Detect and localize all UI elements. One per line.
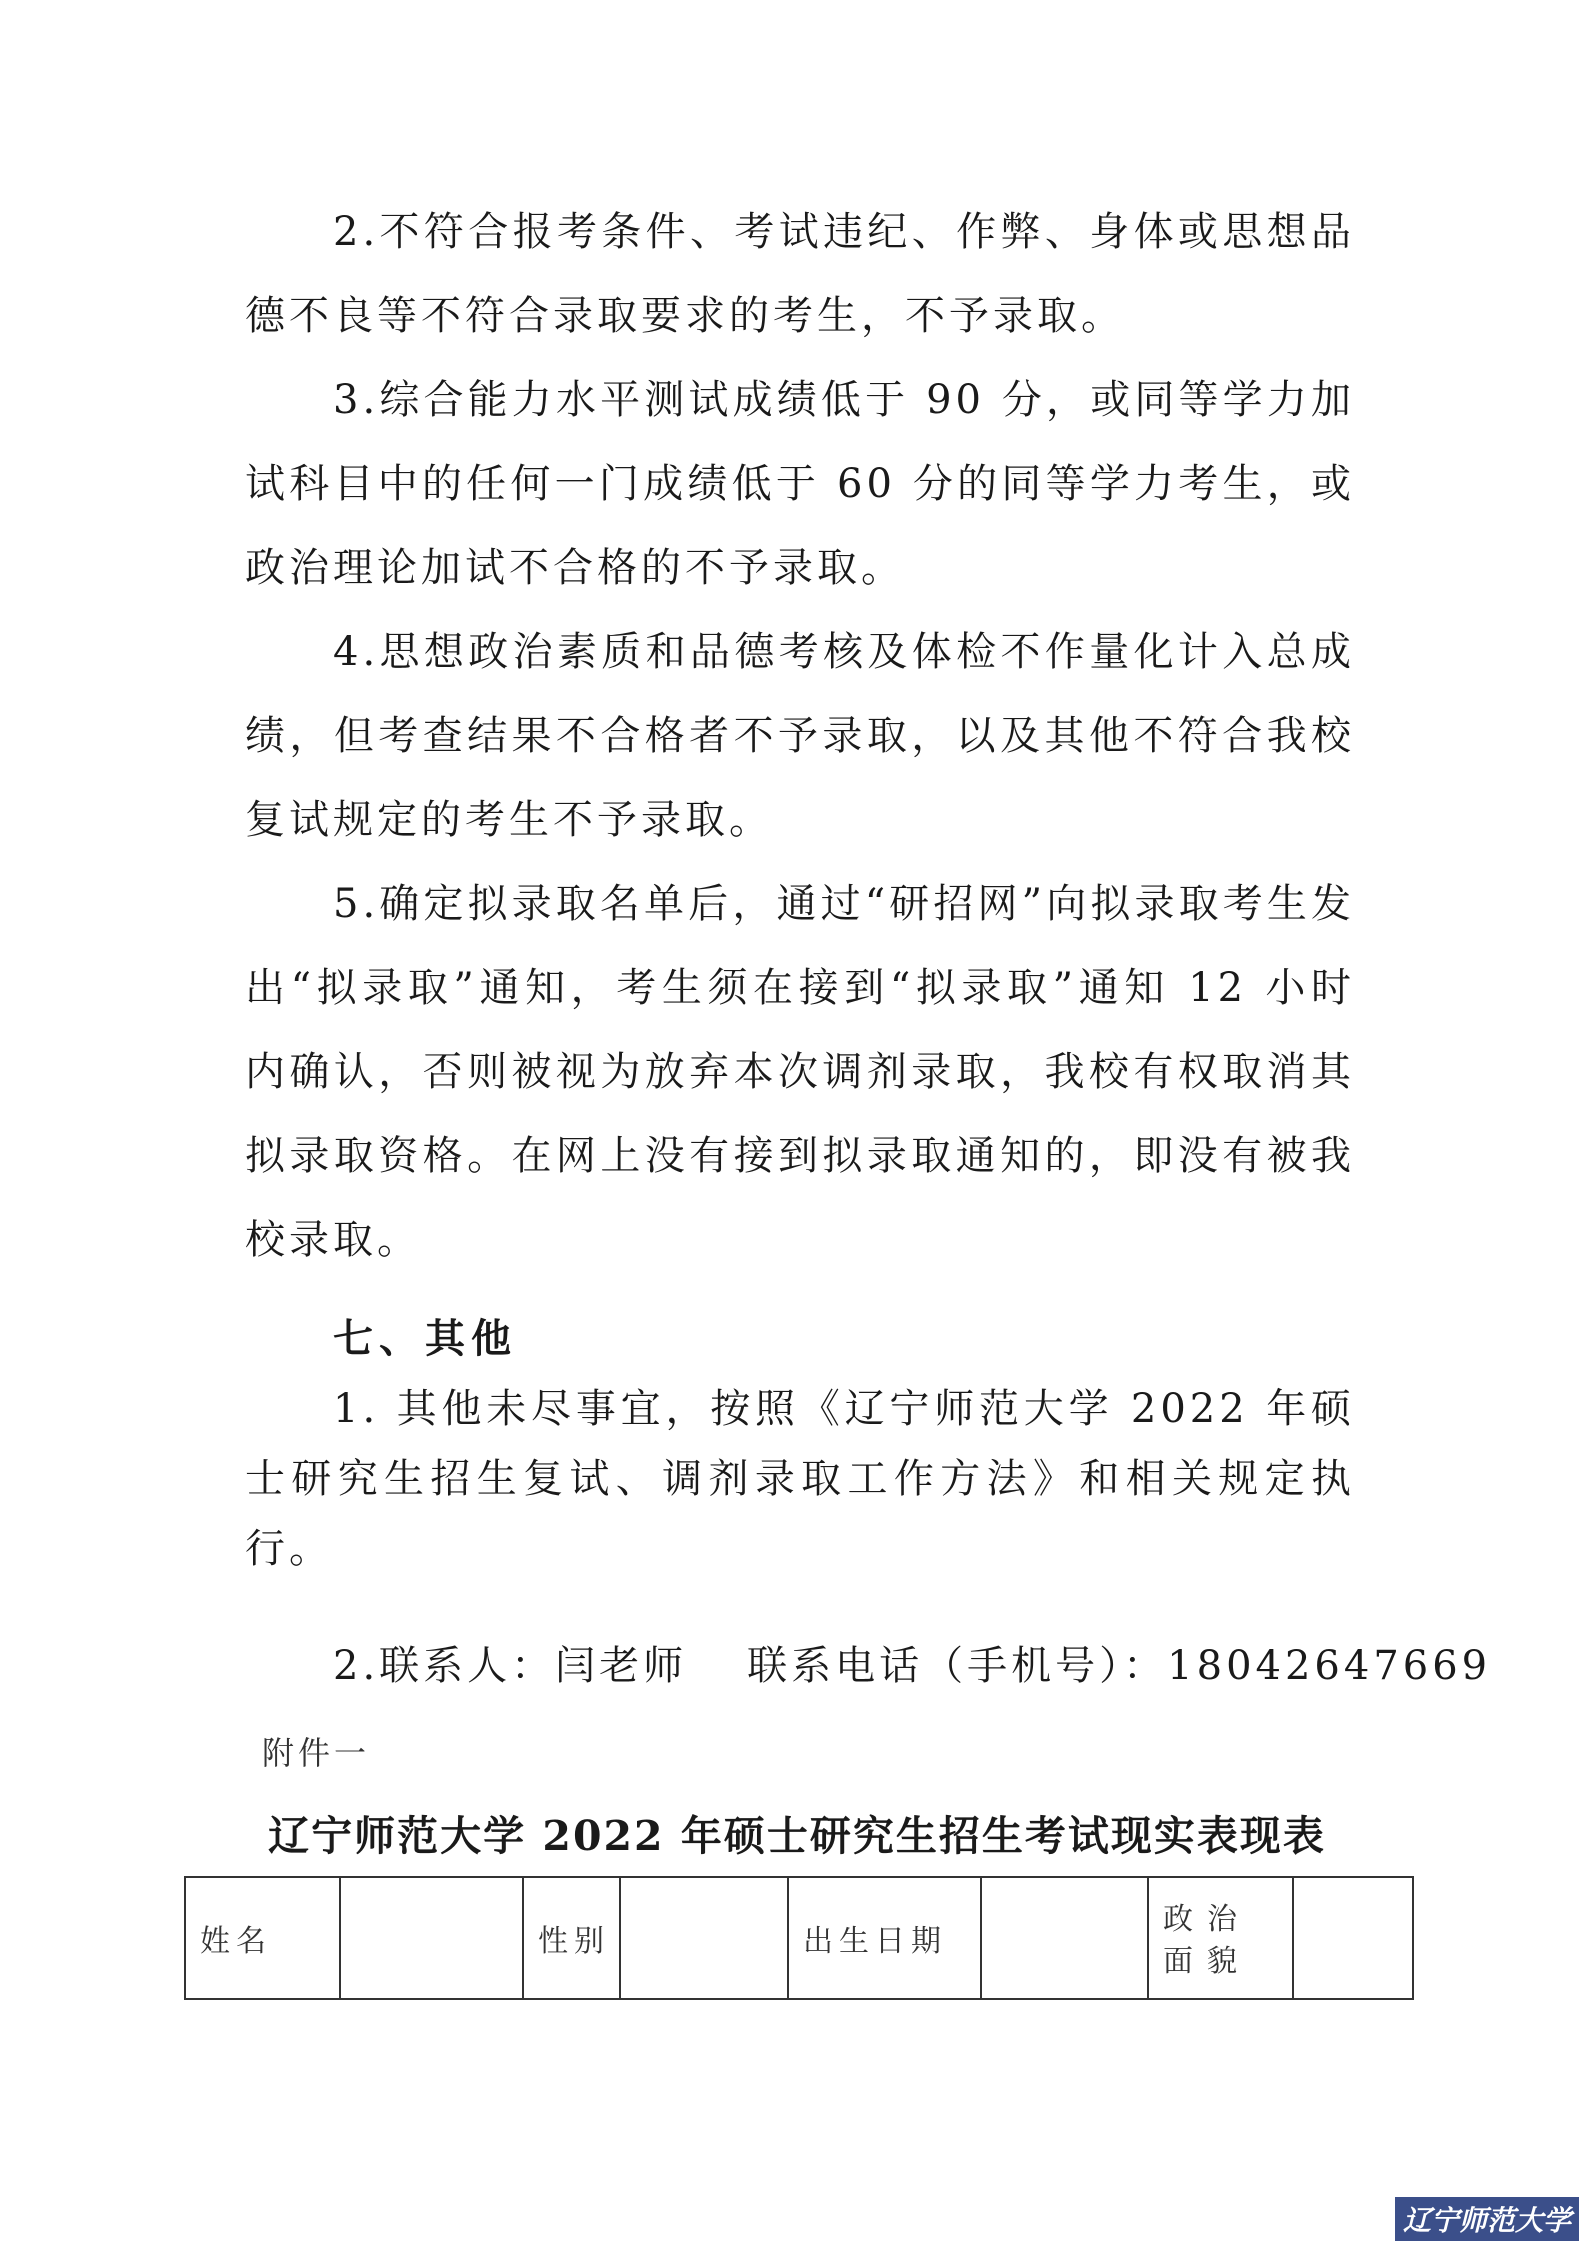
section-7-heading: 七、其他 — [333, 1315, 517, 1362]
contact-phone: 联系电话（手机号）：18042647669 — [747, 1643, 1492, 1689]
university-watermark: 辽宁师范大学 — [1395, 2197, 1579, 2241]
performance-form-table — [184, 1876, 1414, 2000]
paragraph-2: 2.不符合报考条件、考试违纪、作弊、身体或思想品德不良等不符合录取要求的考生，不予录取。 — [245, 209, 1355, 339]
attachment-label: 附件一 — [262, 1734, 371, 1772]
contact-person: 2.联系人：闫老师 — [333, 1643, 688, 1689]
name-value-cell[interactable] — [340, 1877, 523, 1999]
name-label: 姓名 — [185, 1877, 340, 1999]
contact-line — [245, 1624, 1492, 1708]
table-title: 辽宁师范大学 2022 年硕士研究生招生考试现实表现表 — [268, 1812, 1326, 1860]
table-row — [185, 1877, 1413, 1999]
paragraph-4: 4.思想政治素质和品德考核及体检不作量化计入总成绩，但考查结果不合格者不予录取，以及其他不符合我校复试规定的考生不予录取。 — [245, 629, 1355, 843]
gender-value-cell[interactable] — [620, 1877, 788, 1999]
political-status-label: 政治面貌 — [1148, 1877, 1293, 1999]
gender-label: 性别 — [523, 1877, 620, 1999]
paragraph-3: 3.综合能力水平测试成绩低于 90 分，或同等学力加试科目中的任何一门成绩低于 60 分的同等学力考生，或政治理论加试不合格的不予录取。 — [245, 377, 1355, 591]
political-status-value-cell[interactable] — [1293, 1877, 1413, 1999]
birth-date-label: 出生日期 — [788, 1877, 981, 1999]
birth-date-value-cell[interactable] — [981, 1877, 1148, 1999]
section-7-item-1: 1. 其他未尽事宜，按照《辽宁师范大学 2022 年硕士研究生招生复试、调剂录取工作方法》和相关规定执行。 — [245, 1386, 1355, 1572]
body-text — [245, 190, 1492, 1748]
paragraph-5: 5.确定拟录取名单后，通过“研招网”向拟录取考生发出“拟录取”通知，考生须在接到“拟录取”通知 12 小时内确认，否则被视为放弃本次调剂录取，我校有权取消其拟录取资格。在网上没有接到拟录取通知的，即没有被我校录取。 — [245, 881, 1355, 1263]
